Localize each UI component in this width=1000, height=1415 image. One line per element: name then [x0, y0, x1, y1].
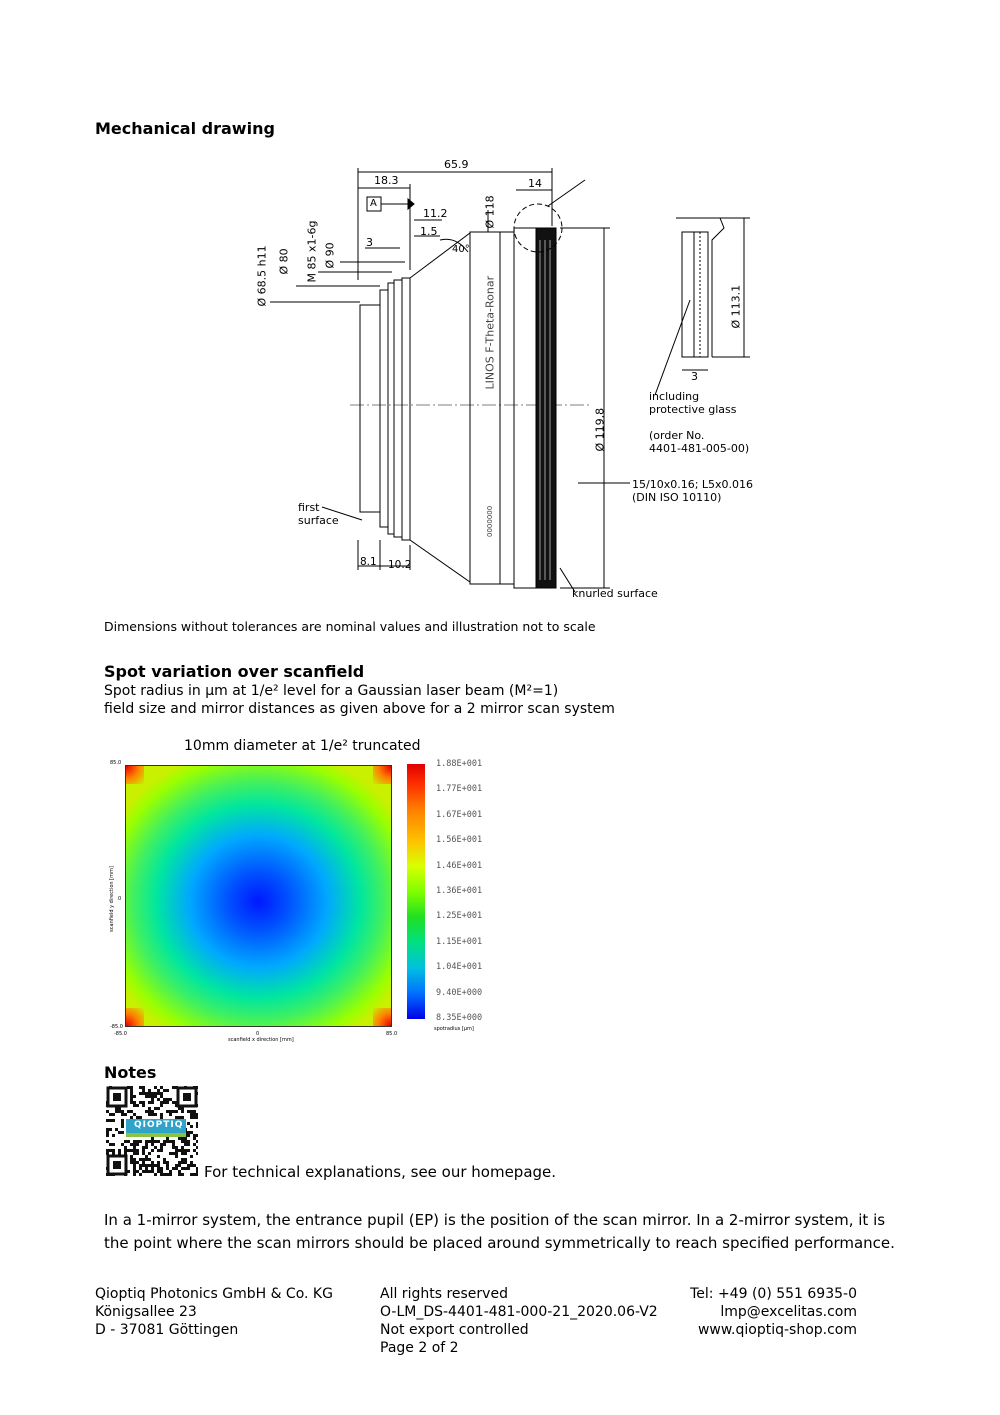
corner-bottom-left: [126, 1008, 144, 1026]
colorbar-tick: 1.67E+001: [436, 809, 483, 820]
colorbar-tick: 1.77E+001: [436, 784, 483, 795]
dim-dia-80: Ø 80: [277, 248, 291, 275]
corner-bottom-right: [373, 1008, 391, 1026]
footer-contact: [657, 1285, 857, 1339]
heatmap-plot: [125, 765, 392, 1027]
dim-3: 3: [366, 236, 373, 249]
dim-total-length: 65.9: [444, 158, 469, 171]
protective-glass-label: including protective glass: [649, 390, 737, 416]
qr-code[interactable]: [106, 1086, 198, 1176]
order-number-label: (order No. 4401-481-005-00): [649, 429, 750, 455]
dim-gap-3: 3: [691, 370, 698, 383]
x-tick-right: 85.0: [386, 1031, 398, 1037]
colorbar-tick: 1.56E+001: [436, 835, 483, 846]
serial-engraving: 0000000: [486, 505, 494, 537]
spot-desc-1: Spot radius in µm at 1/e² level for a Gaussian laser beam (M²=1): [104, 683, 559, 699]
dim-14: 14: [528, 177, 542, 190]
x-tick-left: -85.0: [114, 1031, 127, 1037]
dim-8-1: 8.1: [360, 556, 377, 568]
dim-11-2: 11.2: [423, 207, 448, 220]
brand-engraving: LINOS F-Theta-Ronar: [483, 275, 497, 390]
homepage-note: For technical explanations, see our homepage.: [204, 1163, 557, 1181]
colorbar-tick: 1.04E+001: [436, 962, 483, 973]
notes-paragraph: [104, 1209, 895, 1255]
footer-phone: Tel: +49 (0) 551 6935-0: [690, 1286, 857, 1302]
footer-website[interactable]: www.qioptiq-shop.com: [697, 1322, 857, 1338]
colorbar-tick: 1.15E+001: [436, 936, 483, 947]
colorbar-tick: 1.46E+001: [436, 860, 483, 871]
dim-10-2: 10.2: [388, 559, 412, 571]
spot-desc-2: field size and mirror distances as given above for a 2 mirror scan system: [104, 701, 615, 717]
dim-dia-90: Ø 90: [323, 242, 337, 269]
colorbar-tick: 1.36E+001: [436, 886, 483, 896]
colorbar: [407, 764, 425, 1019]
datum-label: A: [370, 198, 377, 209]
colorbar-tick: 1.25E+001: [436, 911, 483, 922]
section-title-spot: Spot variation over scanfield: [104, 662, 365, 681]
qr-logo-text: QIOPTIQ: [134, 1120, 184, 1130]
section-title-notes: Notes: [104, 1063, 157, 1082]
dim-angle: 40°: [452, 244, 470, 255]
page-number: Page 2 of 2: [380, 1340, 459, 1356]
y-axis-label: scanfield y direction [mm]: [109, 866, 115, 932]
footer-company: Qioptiq Photonics GmbH & Co. KG Königsallee 23 D - 37081 Göttingen: [95, 1286, 333, 1338]
dim-dia-113-1: Ø 113.1: [729, 284, 743, 329]
notes-line-1: In a 1-mirror system, the entrance pupil (EP) is the position of the scan mirror. In a 2-mirror system, it is: [104, 1211, 886, 1229]
notes-line-2: the point where the scan mirrors should be placed around symmetrically to reach specified performance.: [104, 1234, 895, 1252]
corner-top-left: [126, 766, 144, 784]
iso-spec-label: 15/10x0.16; L5x0.016 (DIN ISO 10110): [632, 478, 754, 504]
heatmap-title: 10mm diameter at 1/e² truncated: [184, 738, 421, 754]
y-tick-mid: 0: [118, 896, 122, 902]
x-tick-mid: 0: [256, 1031, 260, 1037]
y-tick-top: 85.0: [110, 760, 122, 766]
colorbar-label: spotradius [µm]: [434, 1026, 474, 1032]
dim-18-3: 18.3: [374, 174, 399, 187]
colorbar-tick: 8.35E+000: [436, 1013, 483, 1023]
footer-doc-info: All rights reserved O-LM_DS-4401-481-000-21_2020.06-V2 Not export controlled Page 2 of 2: [380, 1286, 658, 1356]
x-axis-label: scanfield x direction [mm]: [228, 1037, 294, 1043]
qr-pattern: [106, 1086, 198, 1176]
y-tick-bottom: -85.0: [110, 1024, 123, 1030]
dim-1-5: 1.5: [420, 225, 438, 238]
corner-top-right: [373, 766, 391, 784]
colorbar-tick: 9.40E+000: [436, 987, 483, 998]
colorbar-tick: 1.88E+001: [436, 759, 483, 769]
section-title-mechanical: Mechanical drawing: [95, 119, 275, 138]
drawing-caption: Dimensions without tolerances are nominal values and illustration not to scale: [104, 619, 596, 634]
dim-thread: M 85 x1-6g: [305, 220, 319, 283]
footer-email[interactable]: lmp@excelitas.com: [720, 1304, 857, 1320]
knurled-surface-label: knurled surface: [572, 587, 658, 600]
dim-dia-118: Ø 118: [483, 195, 497, 229]
first-surface-label: first surface: [298, 501, 339, 527]
dim-dia-68-5: Ø 68.5 h11: [255, 245, 269, 307]
dim-dia-119-8: Ø 119.8: [593, 407, 607, 452]
